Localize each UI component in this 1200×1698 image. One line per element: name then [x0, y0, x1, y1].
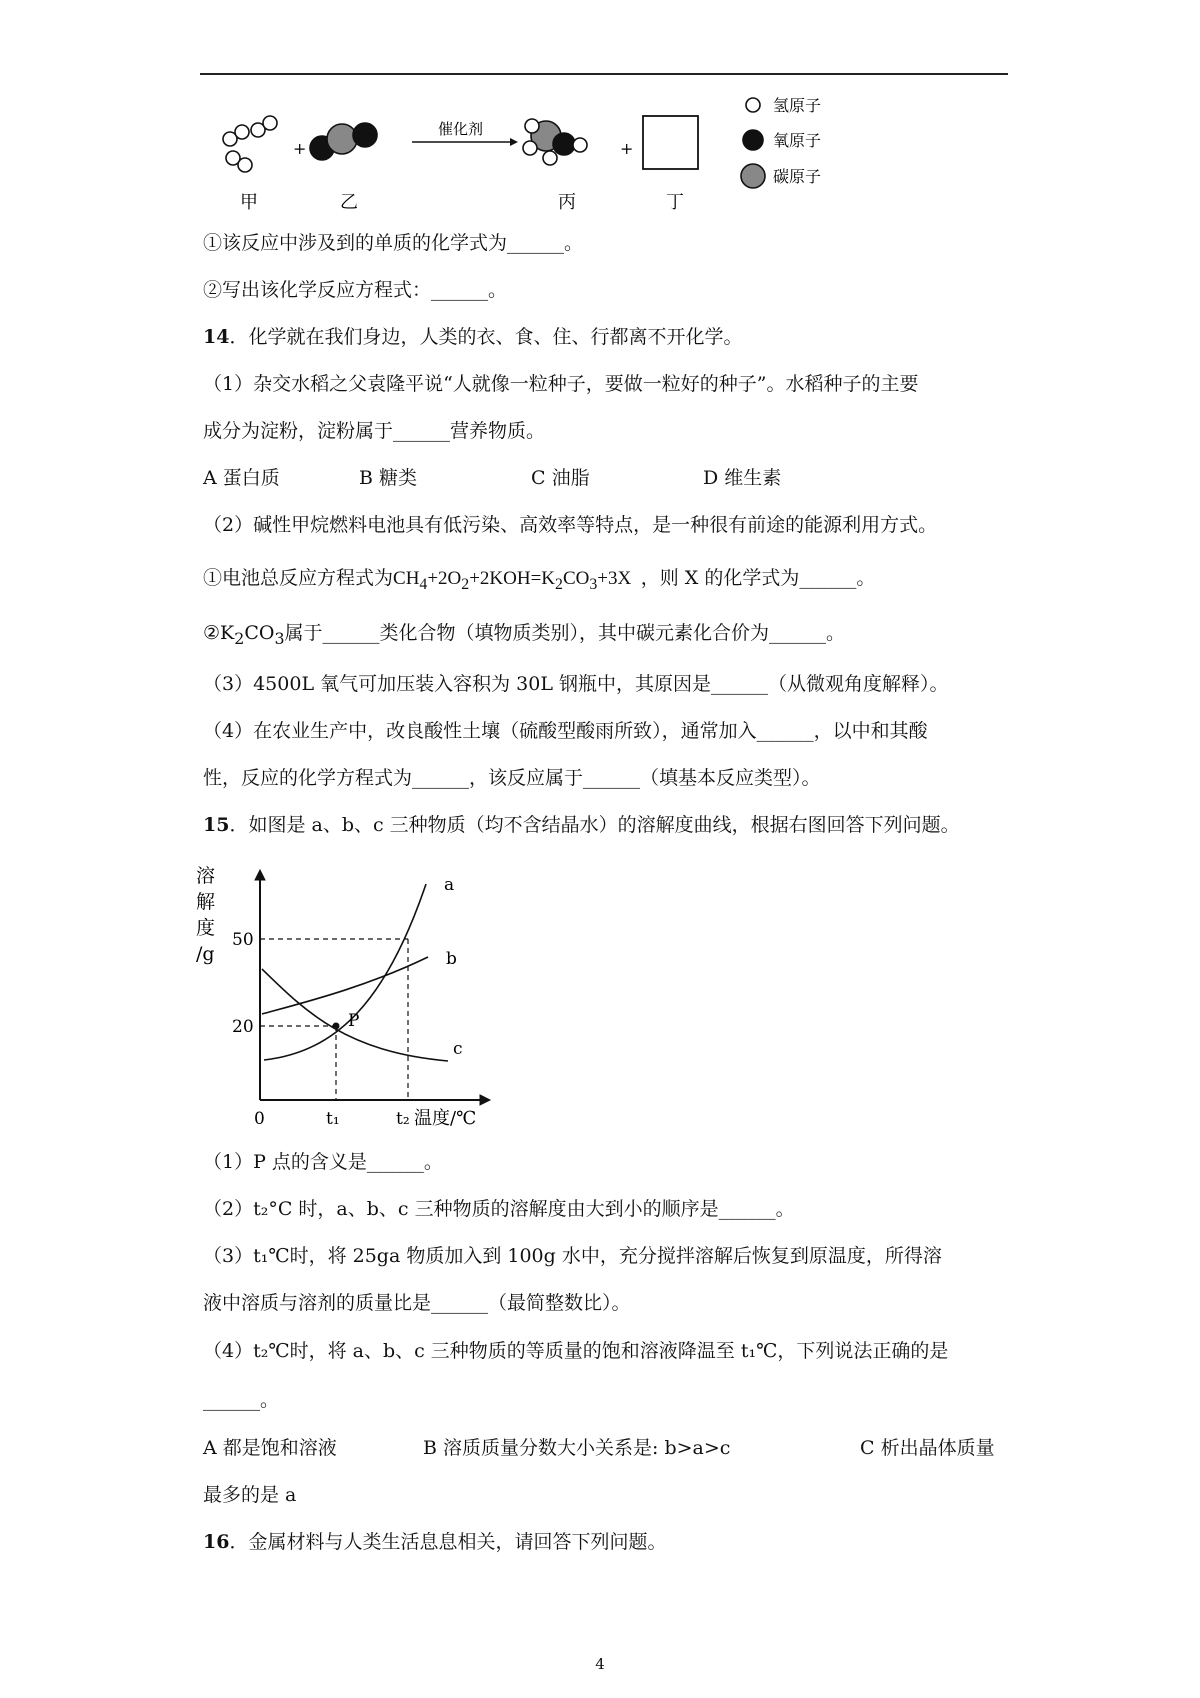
battery-equation: $CH_4+2O_2+2KOH=K_2CO_3+3X$ [393, 568, 641, 593]
q14-3: （3）4500L 氧气可加压装入容积为 30L 钢瓶中，其原因是______（从微观角度解释）。 [203, 673, 949, 695]
q14-1-line2: 成分为淀粉，淀粉属于______营养物质。 [203, 420, 546, 442]
carbon-atom-icon [741, 164, 765, 188]
q16-number: 16 [203, 1531, 230, 1553]
q16-text: ．金属材料与人类生活息息相关，请回答下列问题。 [229, 1531, 667, 1553]
ytick-20: 20 [232, 1017, 254, 1037]
xtick-t1: t₁ [326, 1109, 340, 1127]
q15-option-b: B 溶质质量分数大小关系是: b>a>c [423, 1437, 731, 1459]
k2co3-formula: $②K_2CO_3$ [203, 622, 285, 648]
header-rule [200, 73, 1008, 75]
q15-text: ．如图是 a、b、c 三种物质（均不含结晶水）的溶解度曲线，根据右图回答下列问题。 [229, 814, 960, 836]
q14-2-sub2-text: 属于______类化合物（填物质类别），其中碳元素化合价为______。 [284, 622, 846, 644]
plus-sign: + [620, 139, 634, 158]
q13-sub2: ②写出该化学反应方程式：______。 [203, 279, 508, 301]
ylabel-char-3: 度 [196, 917, 216, 939]
q14-4-line1: （4）在农业生产中，改良酸性土壤（硫酸型酸雨所致），通常加入______，以中和其酸 [203, 720, 928, 742]
origin-label: 0 [254, 1109, 265, 1127]
q15-option-c-cont: 最多的是 a [203, 1484, 297, 1506]
ytick-50: 50 [232, 930, 254, 950]
q15-4-line2: ______。 [203, 1389, 280, 1411]
q13-sub1: ①该反应中涉及到的单质的化学式为______。 [203, 232, 584, 254]
ylabel-char-4: /g [196, 943, 215, 965]
q15-2: （2）t₂°C 时，a、b、c 三种物质的溶解度由大到小的顺序是______。 [203, 1198, 795, 1220]
q15-1: （1）P 点的含义是______。 [203, 1151, 443, 1173]
option-d: D 维生素 [703, 467, 782, 489]
legend-hydrogen: 氢原子 [773, 96, 822, 115]
q14-2-stem: （2）碱性甲烷燃料电池具有低污染、高效率等特点，是一种很有前途的能源利用方式。 [203, 514, 938, 536]
point-p [333, 1023, 340, 1030]
page-number: 4 [595, 1655, 605, 1673]
x-axis-label: 温度/℃ [414, 1108, 477, 1127]
plus-sign: + [293, 139, 307, 158]
legend-oxygen: 氧原子 [773, 131, 822, 150]
xtick-t2: t₂ [396, 1109, 410, 1127]
q15-stem [203, 813, 960, 837]
equation-prefix: ①电池总反应方程式为 [203, 567, 394, 589]
y-axis-arrow-icon [255, 870, 265, 880]
q15-3-line2: 液中溶质与溶剂的质量比是______（最简整数比）。 [203, 1292, 631, 1314]
q15-option-a: A 都是饱和溶液 [203, 1437, 337, 1459]
oxygen-atom-icon [743, 130, 763, 150]
catalyst-label: 催化剂 [438, 120, 484, 138]
q15-number: 15 [203, 814, 230, 836]
q15-3-line1: （3）t₁℃时，将 25ga 物质加入到 100g 水中，充分搅拌溶解后恢复到原温度，所得溶 [203, 1245, 942, 1267]
q14-number: 14 [203, 326, 230, 348]
q14-1-line1: （1）杂交水稻之父袁隆平说“人就像一粒种子，要做一粒好的种子”。水稻种子的主要 [203, 373, 919, 395]
reaction-diagram [200, 88, 840, 213]
label-yi: 乙 [340, 192, 358, 213]
reactant-jia-molecules [223, 116, 277, 172]
option-a: A 蛋白质 [203, 467, 280, 489]
curve-c-label: c [453, 1039, 463, 1059]
q14-2-sub2 [203, 621, 845, 651]
point-p-label: P [348, 1011, 360, 1031]
option-c: C 油脂 [531, 467, 590, 489]
curve-a-label: a [444, 875, 455, 895]
q14-text: ．化学就在我们身边，人类的衣、食、住、行都离不开化学。 [229, 326, 743, 348]
q16-stem [203, 1530, 666, 1554]
curve-b [262, 957, 428, 1014]
label-bing: 丙 [558, 192, 576, 213]
ylabel-char-1: 溶 [196, 865, 216, 887]
q15-options [203, 1436, 995, 1460]
ylabel-char-2: 解 [196, 891, 216, 913]
reactant-yi-molecule [310, 123, 377, 160]
solubility-curve-diagram [196, 862, 496, 1127]
q15-option-c: C 析出晶体质量 [860, 1437, 995, 1459]
x-axis-arrow-icon [480, 1095, 490, 1105]
product-ding-box [643, 116, 698, 169]
arrow-head-icon [510, 138, 518, 146]
q15-4-line1: （4）t₂℃时，将 a、b、c 三种物质的等质量的饱和溶液降温至 t₁℃，下列说法正确的是 [203, 1340, 949, 1362]
q14-options [203, 466, 781, 490]
q14-4-line2: 性，反应的化学方程式为______，该反应属于______（填基本反应类型）。 [203, 767, 821, 789]
legend-carbon: 碳原子 [773, 167, 822, 186]
hydrogen-atom-icon [746, 98, 760, 112]
q14-stem [203, 325, 742, 349]
equation-suffix: ，则 X 的化学式为______。 [640, 567, 876, 589]
label-jia: 甲 [240, 192, 258, 213]
option-b: B 糖类 [359, 467, 418, 489]
q14-2-sub1 [203, 566, 875, 597]
product-bing-molecule [523, 119, 587, 165]
label-ding: 丁 [666, 192, 684, 213]
curve-b-label: b [446, 949, 457, 969]
